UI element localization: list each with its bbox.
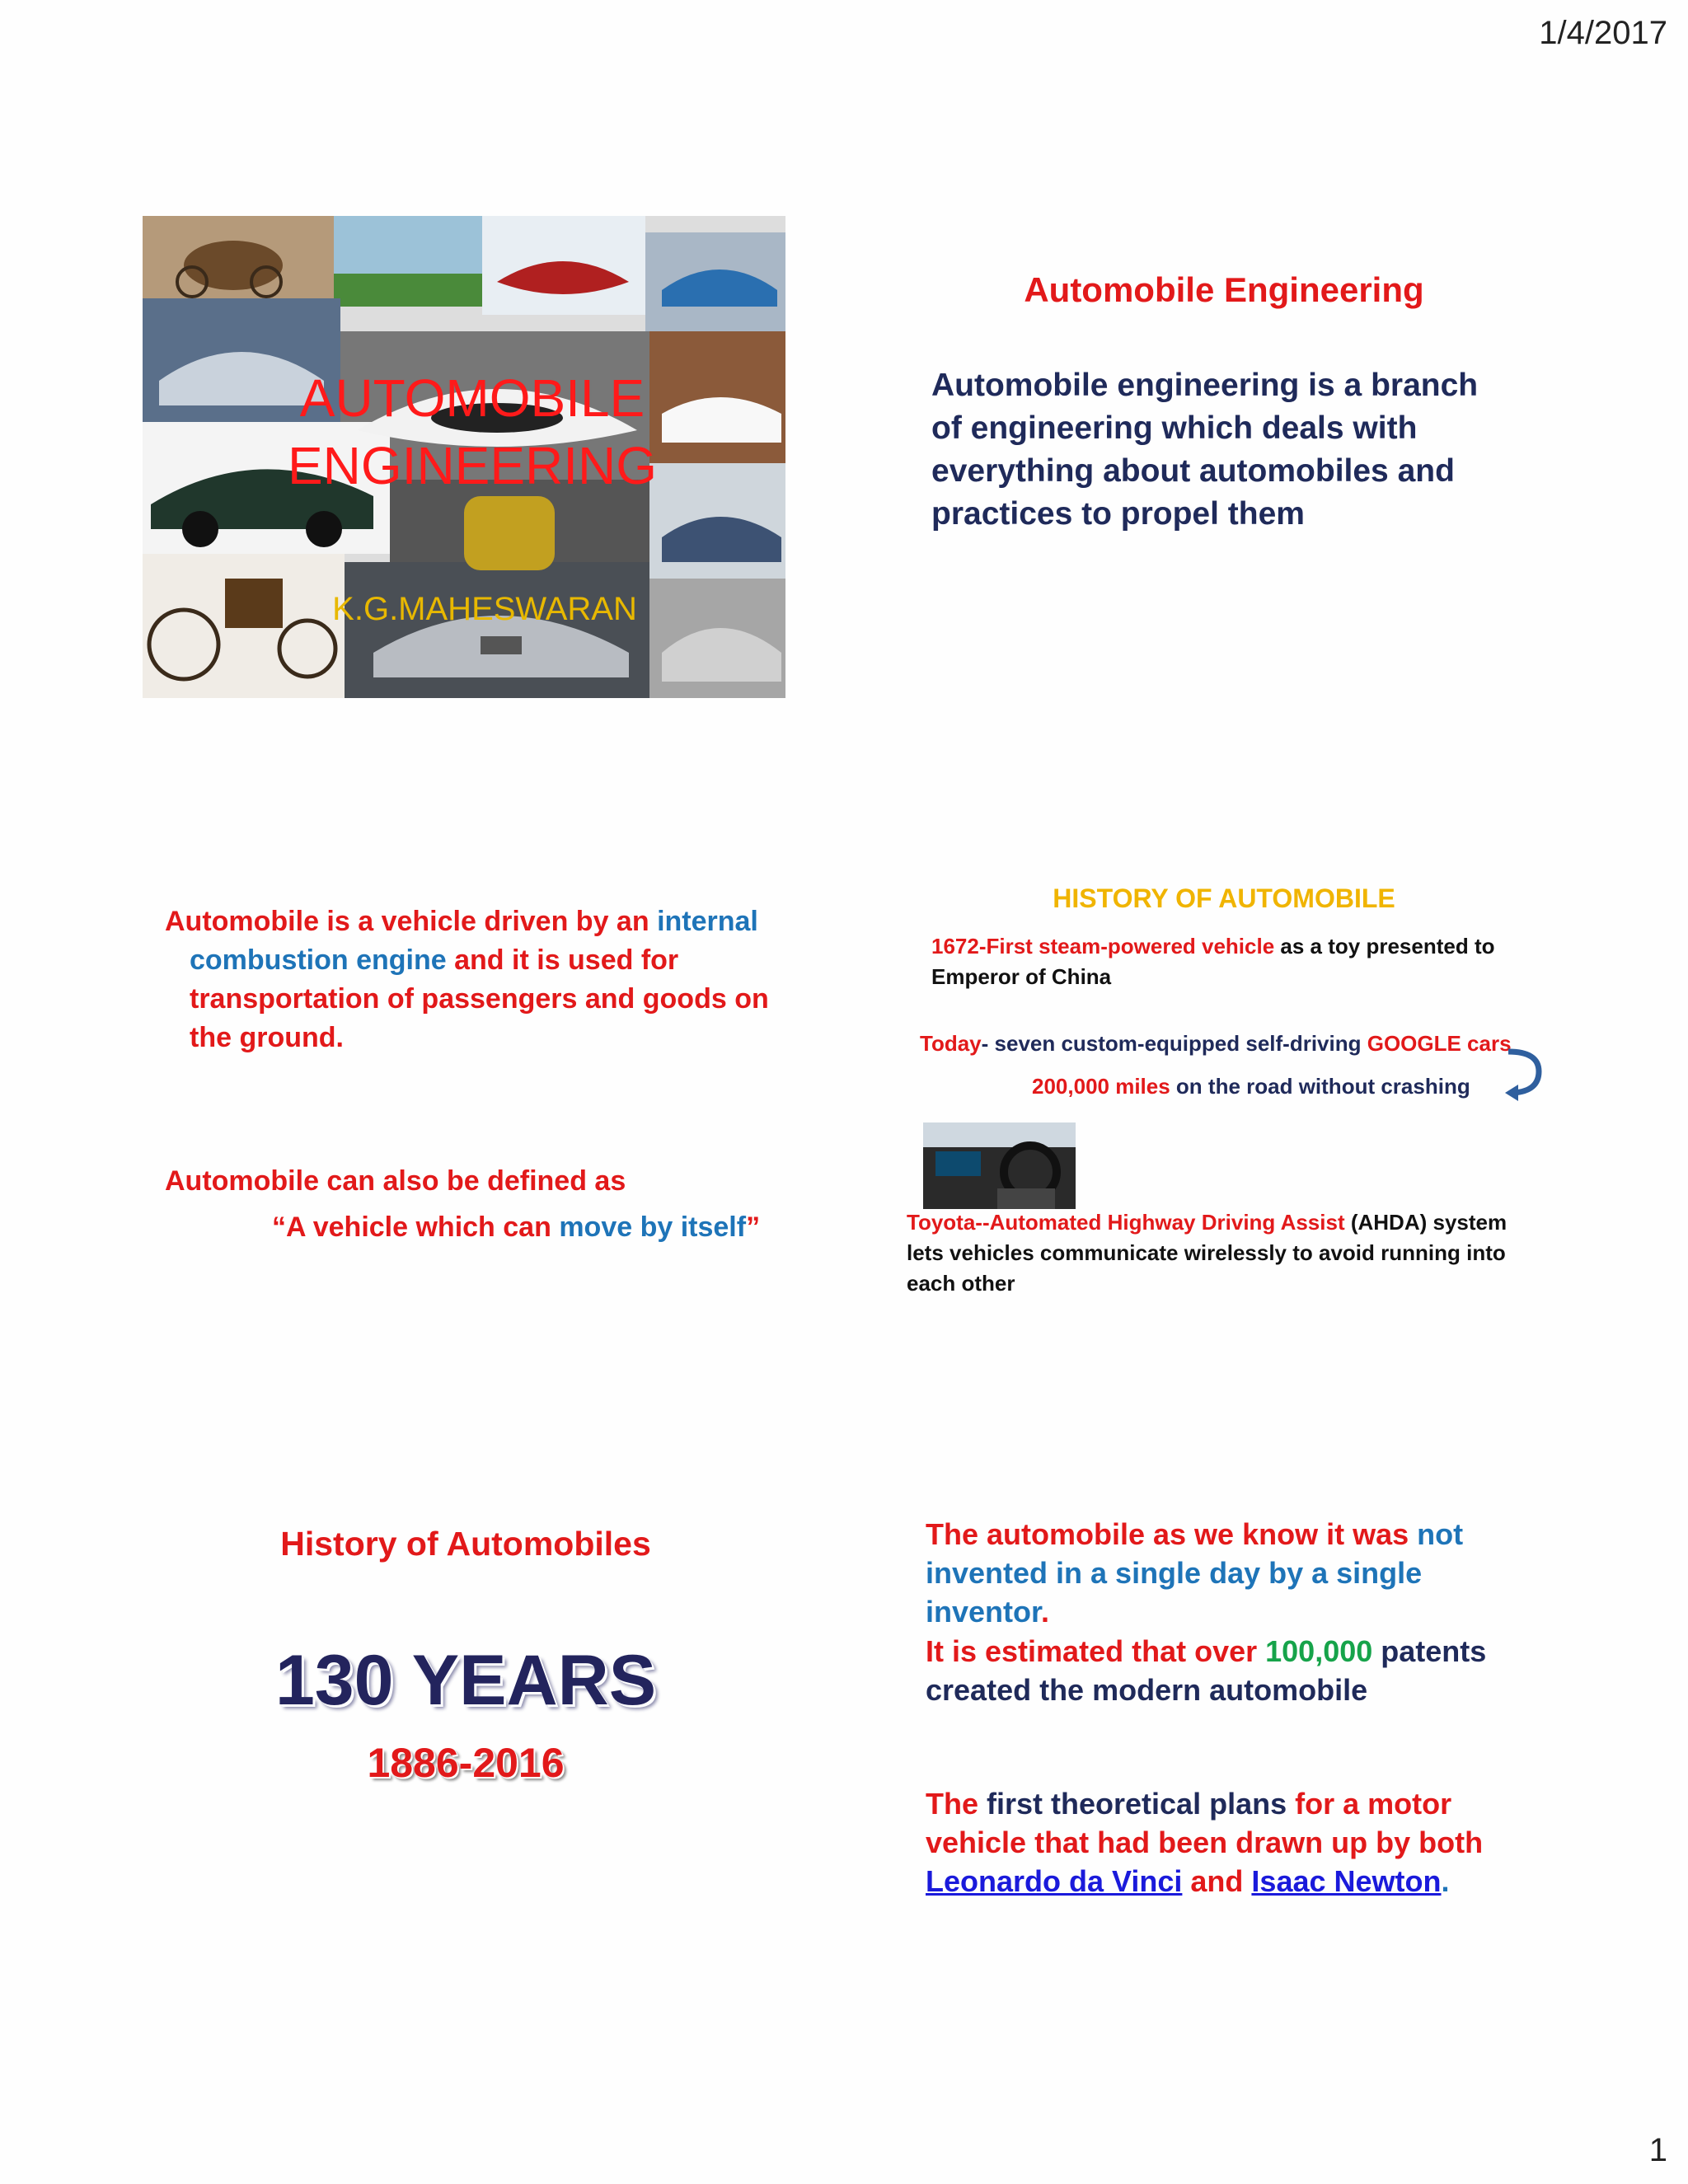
slide-definition: [882, 191, 1566, 727]
alt-definition-text: [165, 1158, 791, 1250]
slide-130-years: [124, 1467, 808, 2003]
text-span: Automobile is a vehicle driven by an: [165, 906, 658, 937]
highlight-span: 100,000: [1265, 1634, 1373, 1668]
text-span: It is estimated that over: [926, 1634, 1266, 1668]
text-span: The automobile as we know it was: [926, 1517, 1418, 1551]
years-headline: 130 YEARS: [274, 1641, 657, 1720]
slide-invention: [882, 1467, 1566, 2003]
year-range: 1886-2016: [367, 1740, 565, 1786]
highlight-span: not invented in a single day: [926, 1517, 1464, 1590]
curved-arrow-icon: [1502, 1045, 1543, 1103]
text-span: - seven custom-equipped self-driving: [981, 1031, 1367, 1056]
highlight-span: internal combustion engine: [190, 906, 758, 976]
invention-paragraph-3: [926, 1784, 1536, 1900]
text-span: “A vehicle which can: [272, 1212, 560, 1243]
history-item-3: [1032, 1071, 1526, 1102]
slide-title: [124, 191, 808, 727]
car-collage-image: [143, 216, 785, 698]
vehicle-definition-text: [165, 902, 791, 1057]
slide2-body: Automobile engineering is a branch of engineering which deals with everything about automobiles and practices to propel them: [931, 368, 1479, 532]
slide1-title: [241, 364, 703, 499]
text-span: on the road without crashing: [1170, 1074, 1470, 1099]
text-span: Today: [920, 1031, 982, 1056]
slide4-title: HISTORY OF AUTOMOBILE: [1053, 883, 1395, 913]
text-span: Toyota--Automated Highway Driving Assist: [907, 1210, 1345, 1235]
text-span: and it is used for transportation of passengers and goods on the ground.: [190, 944, 769, 1053]
page-date: 1/4/2017: [1539, 15, 1667, 51]
text-span: as a toy presented to Emperor of China: [931, 934, 1495, 989]
text-span: and: [1182, 1864, 1252, 1898]
text-span: .: [1441, 1864, 1450, 1898]
author-name: K.G.MAHESWARAN: [332, 591, 637, 627]
text-span: for a motor vehicle that had been drawn up by both: [926, 1787, 1484, 1859]
text-span: (AHDA) system lets vehicles communicate wirelessly to avoid running into each other: [907, 1210, 1507, 1296]
car-interior-image: [923, 1122, 1076, 1209]
highlight-span: by a single inventor: [926, 1556, 1423, 1629]
page-number: 1: [1648, 2132, 1667, 2168]
title-line-1: AUTOMOBILE: [299, 368, 645, 428]
history-item-2: [920, 1029, 1530, 1059]
text-span: GOOGLE cars: [1367, 1031, 1512, 1056]
invention-paragraph-2: [926, 1632, 1536, 1709]
slide-vehicle-definition: [124, 824, 808, 1360]
leonardo-link[interactable]: Leonardo da Vinci: [926, 1864, 1183, 1898]
text-span: 200,000 miles: [1032, 1074, 1170, 1099]
newton-link[interactable]: Isaac Newton: [1251, 1864, 1442, 1898]
history-item-4: [907, 1207, 1533, 1299]
title-line-2: ENGINEERING: [287, 436, 658, 495]
text-span: .: [1041, 1595, 1050, 1629]
car-interior-graphic: [923, 1122, 1076, 1209]
text-span: first theoretical plans: [987, 1787, 1287, 1821]
text-span: The: [926, 1787, 987, 1821]
highlight-span: move by itself: [559, 1212, 747, 1243]
text-span: patents created the modern automobile: [926, 1634, 1487, 1707]
slide-history: [882, 824, 1566, 1360]
text-span: ”: [746, 1212, 761, 1243]
definition-quote: [165, 1204, 791, 1250]
alt-definition-line: Automobile can also be defined as: [165, 1165, 626, 1197]
text-span: 1672-First steam-powered vehicle: [931, 934, 1275, 958]
slide2-title: Automobile Engineering: [1024, 270, 1424, 309]
invention-paragraph-1: [926, 1515, 1536, 1631]
history-item-1: [931, 931, 1525, 992]
slide5-title: History of Automobiles: [280, 1525, 651, 1563]
